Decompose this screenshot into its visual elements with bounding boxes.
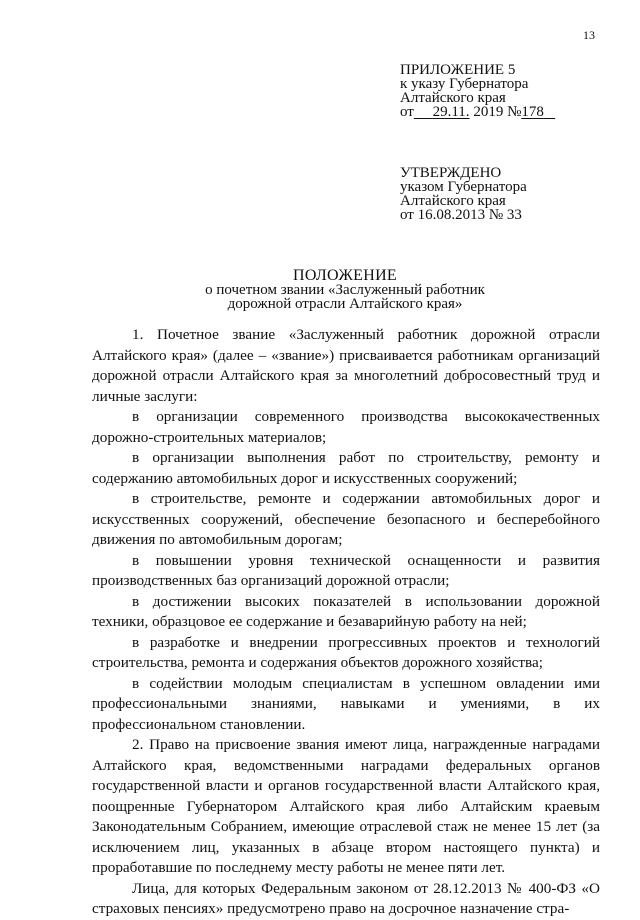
approved-line-decree: указом Губернатора (400, 179, 527, 195)
approved-title: УТВЕРЖДЕНО (400, 165, 502, 181)
heading-line-3: дорожной отрасли Алтайского края» (227, 296, 463, 312)
appendix-date-value: 29.11. (432, 104, 470, 120)
paragraph-7: в разработке и внедрении прогрессивных проектов и технологий строительства, ремонта и содержания объектов дорожного хозяйства; (92, 633, 600, 671)
approved-line-date: от 16.08.2013 № 33 (400, 207, 522, 223)
appendix-number-sign: № (507, 104, 522, 120)
document-body (92, 325, 600, 920)
heading-title: ПОЛОЖЕНИЕ (292, 267, 397, 284)
approved-block (400, 166, 620, 222)
paragraph-9: 2. Право на присвоение звания имеют лица, награжденные наградами Алтайского края, ведомственными наградами федеральных органов государственной власти и органов государственной власти Алтайского края, поощренные Губернатором Алтайского края либо Алтайским краевым Законодательным Собранием, имеющие отраслевой стаж не менее 15 лет (за исключением лиц, указанных в абзаце втором настоящего пункта) и проработавшие по последнему месту работы не менее пяти лет. (92, 736, 600, 876)
paragraph-4: в строительстве, ремонте и содержании автомобильных дорог и искусственных сооружений, обеспечение безопасного и бесперебойного движения по автомобильным дорогам; (92, 490, 600, 548)
paragraph-1: 1. Почетное звание «Заслуженный работник дорожной отрасли Алтайского края» (далее – «звание») присваивается работникам организаций дорожной отрасли Алтайского края за многолетний добросовестный труд и личные заслуги: (92, 326, 600, 405)
heading-line-2: о почетном звании «Заслуженный работник (205, 282, 485, 298)
paragraph-2: в организации современного производства высококачественных дорожно-строительных материалов; (92, 408, 600, 446)
appendix-date-line (400, 105, 620, 119)
paragraph-6: в достижении высоких показателей в использовании дорожной техники, образцовое ее содержание и безаварийную работу на ней; (92, 592, 600, 630)
paragraph-5: в повышении уровня технической оснащенности и развития производственных баз организаций дорожной отрасли; (92, 551, 600, 589)
appendix-line-region: Алтайского края (400, 90, 506, 106)
appendix-line-decree: к указу Губернатора (400, 76, 529, 92)
paragraph-10: Лица, для которых Федеральным законом от 28.12.2013 № 400-ФЗ «О страховых пенсиях» предусмотрено право на досрочное назначение стра- (92, 879, 600, 917)
appendix-year: 2019 (473, 104, 504, 120)
page-number: 13 (583, 28, 595, 42)
document-heading (80, 268, 610, 311)
appendix-number-value: 178 (521, 104, 544, 120)
appendix-date-prefix: от (400, 104, 414, 120)
appendix-title: ПРИЛОЖЕНИЕ 5 (400, 62, 516, 78)
approved-line-region: Алтайского края (400, 193, 506, 209)
appendix-block (400, 63, 620, 119)
paragraph-3: в организации выполнения работ по строительству, ремонту и содержанию автомобильных дорог и искусственных сооружений; (92, 449, 600, 487)
paragraph-8: в содействии молодым специалистам в успешном овладении ими профессиональными знаниями, навыками и умениями, в их профессиональном становлении. (92, 674, 600, 733)
